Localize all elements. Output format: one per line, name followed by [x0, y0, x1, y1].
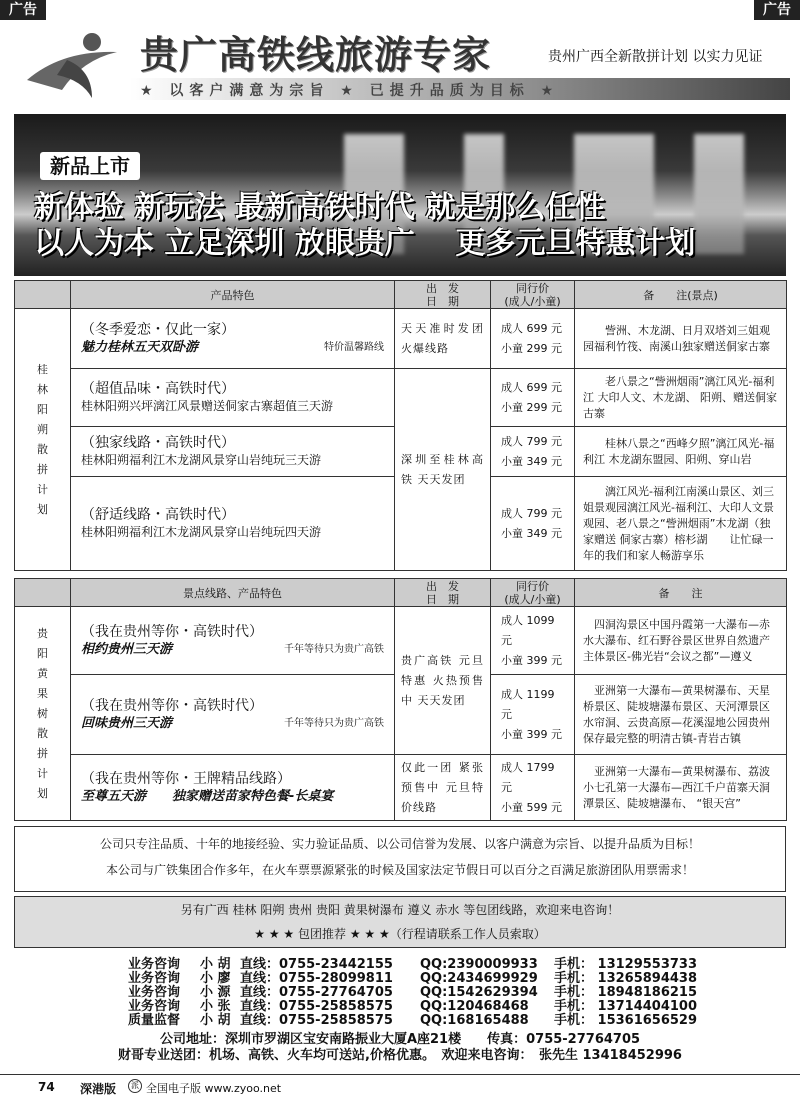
route-cell: （舒适线路・高铁时代） 桂林阳朔福利江木龙湖风景穿山岩纯玩四天游 [71, 477, 395, 571]
company-notes [14, 826, 786, 892]
header-price: 同行价 (成人/小童) [491, 281, 575, 309]
waterfall-banner [14, 114, 786, 276]
charter-info [14, 896, 786, 948]
date-cell: 天天准时发团 火爆线路 [395, 309, 491, 369]
address-line: 公司地址：深圳市罗湖区宝安南路振业大厦A座21楼 传真：0755-27764705 [159, 1032, 641, 1047]
charter-line-1: 另有广西 桂林 阳朔 贵州 贵阳 黄果树瀑布 遵义 赤水 等包团线路，欢迎来电咨询！ [180, 903, 620, 917]
page-number: 74 [38, 1080, 55, 1094]
guiyang-route-table [14, 578, 787, 821]
banner-headline-1: 新体验 新玩法 最新高铁时代 就是那么任性 [34, 190, 606, 225]
header-date: 出 发 日 期 [395, 579, 491, 607]
remark-cell: 四洞沟景区中国丹霞第一大瀑布—赤水大瀑布、红石野谷景区世界自然遗产主体景区-佛光岩“会议之都”—遵义 [575, 607, 787, 675]
remark-cell: 漓江风光-福利江南溪山景区、刘三姐景观园漓江风光-福利江、大印人文景观园、老八景之“訾洲烟雨”木龙湖（独家赠送 侗家古寨）榕杉湖 让忙碌一年的我们和家人畅游享乐 [575, 477, 787, 571]
price-cell: 成人 699 元 小童 299 元 [491, 309, 575, 369]
runner-logo-icon [22, 30, 132, 100]
route-cell: （超值品味・高铁时代） 桂林阳朔兴坪漓江风景赠送侗家古寨超值三天游 [71, 369, 395, 427]
header-feature: 产品特色 [71, 281, 395, 309]
new-product-badge: 新品上市 [40, 152, 140, 180]
remark-cell: 亚洲第一大瀑布—黄果树瀑布、荔波小七孔第一大瀑布—西江千户苗寨天洞潭景区、陡坡塘瀑布、 “银天宫” [575, 755, 787, 821]
banner-headline-2: 以人为本 立足深圳 放眼贵广 更多元旦特惠计划 [34, 226, 696, 261]
route-cell: （我在贵州等你・高铁时代） 回味贵州三天游 千年等待只为贵广高铁 [71, 675, 395, 755]
contact-row: 业务咨询 小 胡 直线：0755-23442155 QQ:2390009933 手机： 13129553733 [128, 957, 698, 972]
company-title: 贵广高铁线旅游专家 [140, 33, 492, 77]
address-block [0, 1032, 800, 1064]
guiyang-plan-label: 贵阳黄果树散拼计划 [15, 607, 71, 821]
contact-row: 业务咨询 小 源 直线：0755-27764705 QQ:1542629394 手机： 18948186215 [128, 985, 698, 1000]
price-cell: 成人 1799 元 小童 599 元 [491, 755, 575, 821]
price-cell: 成人 799 元 小童 349 元 [491, 427, 575, 477]
header-remark: 备 注 [575, 579, 787, 607]
transfer-line: 财哥专业送团：机场、高铁、火车均可送站,价格优惠。 欢迎来电咨询： 张先生 13418452996 [118, 1048, 682, 1063]
guilin-plan-label: 桂林阳朔散拼计划 [15, 309, 71, 571]
route-cell: （我在贵州等你・高铁时代） 相约贵州三天游 千年等待只为贵广高铁 [71, 607, 395, 675]
date-cell: 仅此一团 紧张预售中 元旦特价线路 [395, 755, 491, 821]
route-cell: （冬季爱恋・仅此一家） 魅力桂林五天双卧游 特价温馨路线 [71, 309, 395, 369]
route-cell: （我在贵州等你・王牌精品线路） 至尊五天游 独家赠送苗家特色餐-长桌宴 [71, 755, 395, 821]
note-line-1: 公司只专注品质、十年的地接经验、实力验证品质、以公司信誉为发展、以客户满意为宗旨、以提升品质为目标！ [99, 837, 700, 851]
header-subtitle: 贵州广西全新散拼计划 以实力见证 [548, 49, 763, 65]
remark-cell: 老八景之“訾洲烟雨”漓江风光-福利江 大印人文、木龙湖、 阳朔、赠送侗家古寨 [575, 369, 787, 427]
ad-tag-left: 广告 [0, 0, 46, 20]
ad-tag-right: 广告 [754, 0, 800, 20]
header-price: 同行价 (成人/小童) [491, 579, 575, 607]
contact-row: 业务咨询 小 廖 直线：0755-28099811 QQ:2434699929 手机： 13265894438 [128, 971, 698, 986]
charter-line-2: ★ ★ ★ 包团推荐 ★ ★ ★（行程请联系工作人员索取） [254, 927, 546, 941]
note-line-2: 本公司与广铁集团合作多年，在火车票票源紧张的时候及国家法定节假日可以百分之百满足旅游团队用票需求！ [105, 863, 694, 877]
contact-row: 业务咨询 小 张 直线：0755-25858575 QQ:120468468 手机： 13714404100 [128, 999, 698, 1014]
guilin-route-table [14, 280, 787, 571]
site-link[interactable]: 全国电子版 www.zyoo.net [146, 1082, 282, 1095]
edition-label: 深港版 [80, 1082, 117, 1096]
price-cell: 成人 1099 元 小童 399 元 [491, 607, 575, 675]
date-cell-shared: 贵广高铁 元旦特惠 火热预售中 天天发团 [395, 607, 491, 755]
header-date: 出 发 日 期 [395, 281, 491, 309]
price-cell: 成人 699 元 小童 299 元 [491, 369, 575, 427]
page-footer [0, 1074, 800, 1100]
contact-list [0, 958, 800, 1028]
price-cell: 成人 799 元 小童 349 元 [491, 477, 575, 571]
contact-row: 质量监督 小 胡 直线：0755-25858575 QQ:168165488 手机： 15361656529 [128, 1013, 698, 1028]
price-cell: 成人 1199 元 小童 399 元 [491, 675, 575, 755]
edition-icon: 派 [128, 1079, 142, 1093]
date-cell-shared: 深圳至桂林高铁 天天发团 [395, 369, 491, 571]
remark-cell: 亚洲第一大瀑布—黄果树瀑布、天星桥景区、陡坡塘瀑布景区、天河潭景区水帘洞、云贵高原—花溪湿地公园贵州保存最完整的明清古镇-青岩古镇 [575, 675, 787, 755]
header-remark: 备 注(景点) [575, 281, 787, 309]
remark-cell: 訾洲、木龙湖、日月双塔刘三姐观园福利竹筏、南溪山独家赠送侗家古寨 [575, 309, 787, 369]
slogan-text: ★ 以客户满意为宗旨 ★ 已提升品质为目标 ★ [140, 83, 560, 99]
header-feature: 景点线路、产品特色 [71, 579, 395, 607]
route-cell: （独家线路・高铁时代） 桂林阳朔福利江木龙湖风景穿山岩纯玩三天游 [71, 427, 395, 477]
table-corner [15, 281, 71, 309]
table-corner [15, 579, 71, 607]
remark-cell: 桂林八景之“西峰夕照”漓江风光-福利江 木龙湖东盟园、阳朔、穿山岩 [575, 427, 787, 477]
